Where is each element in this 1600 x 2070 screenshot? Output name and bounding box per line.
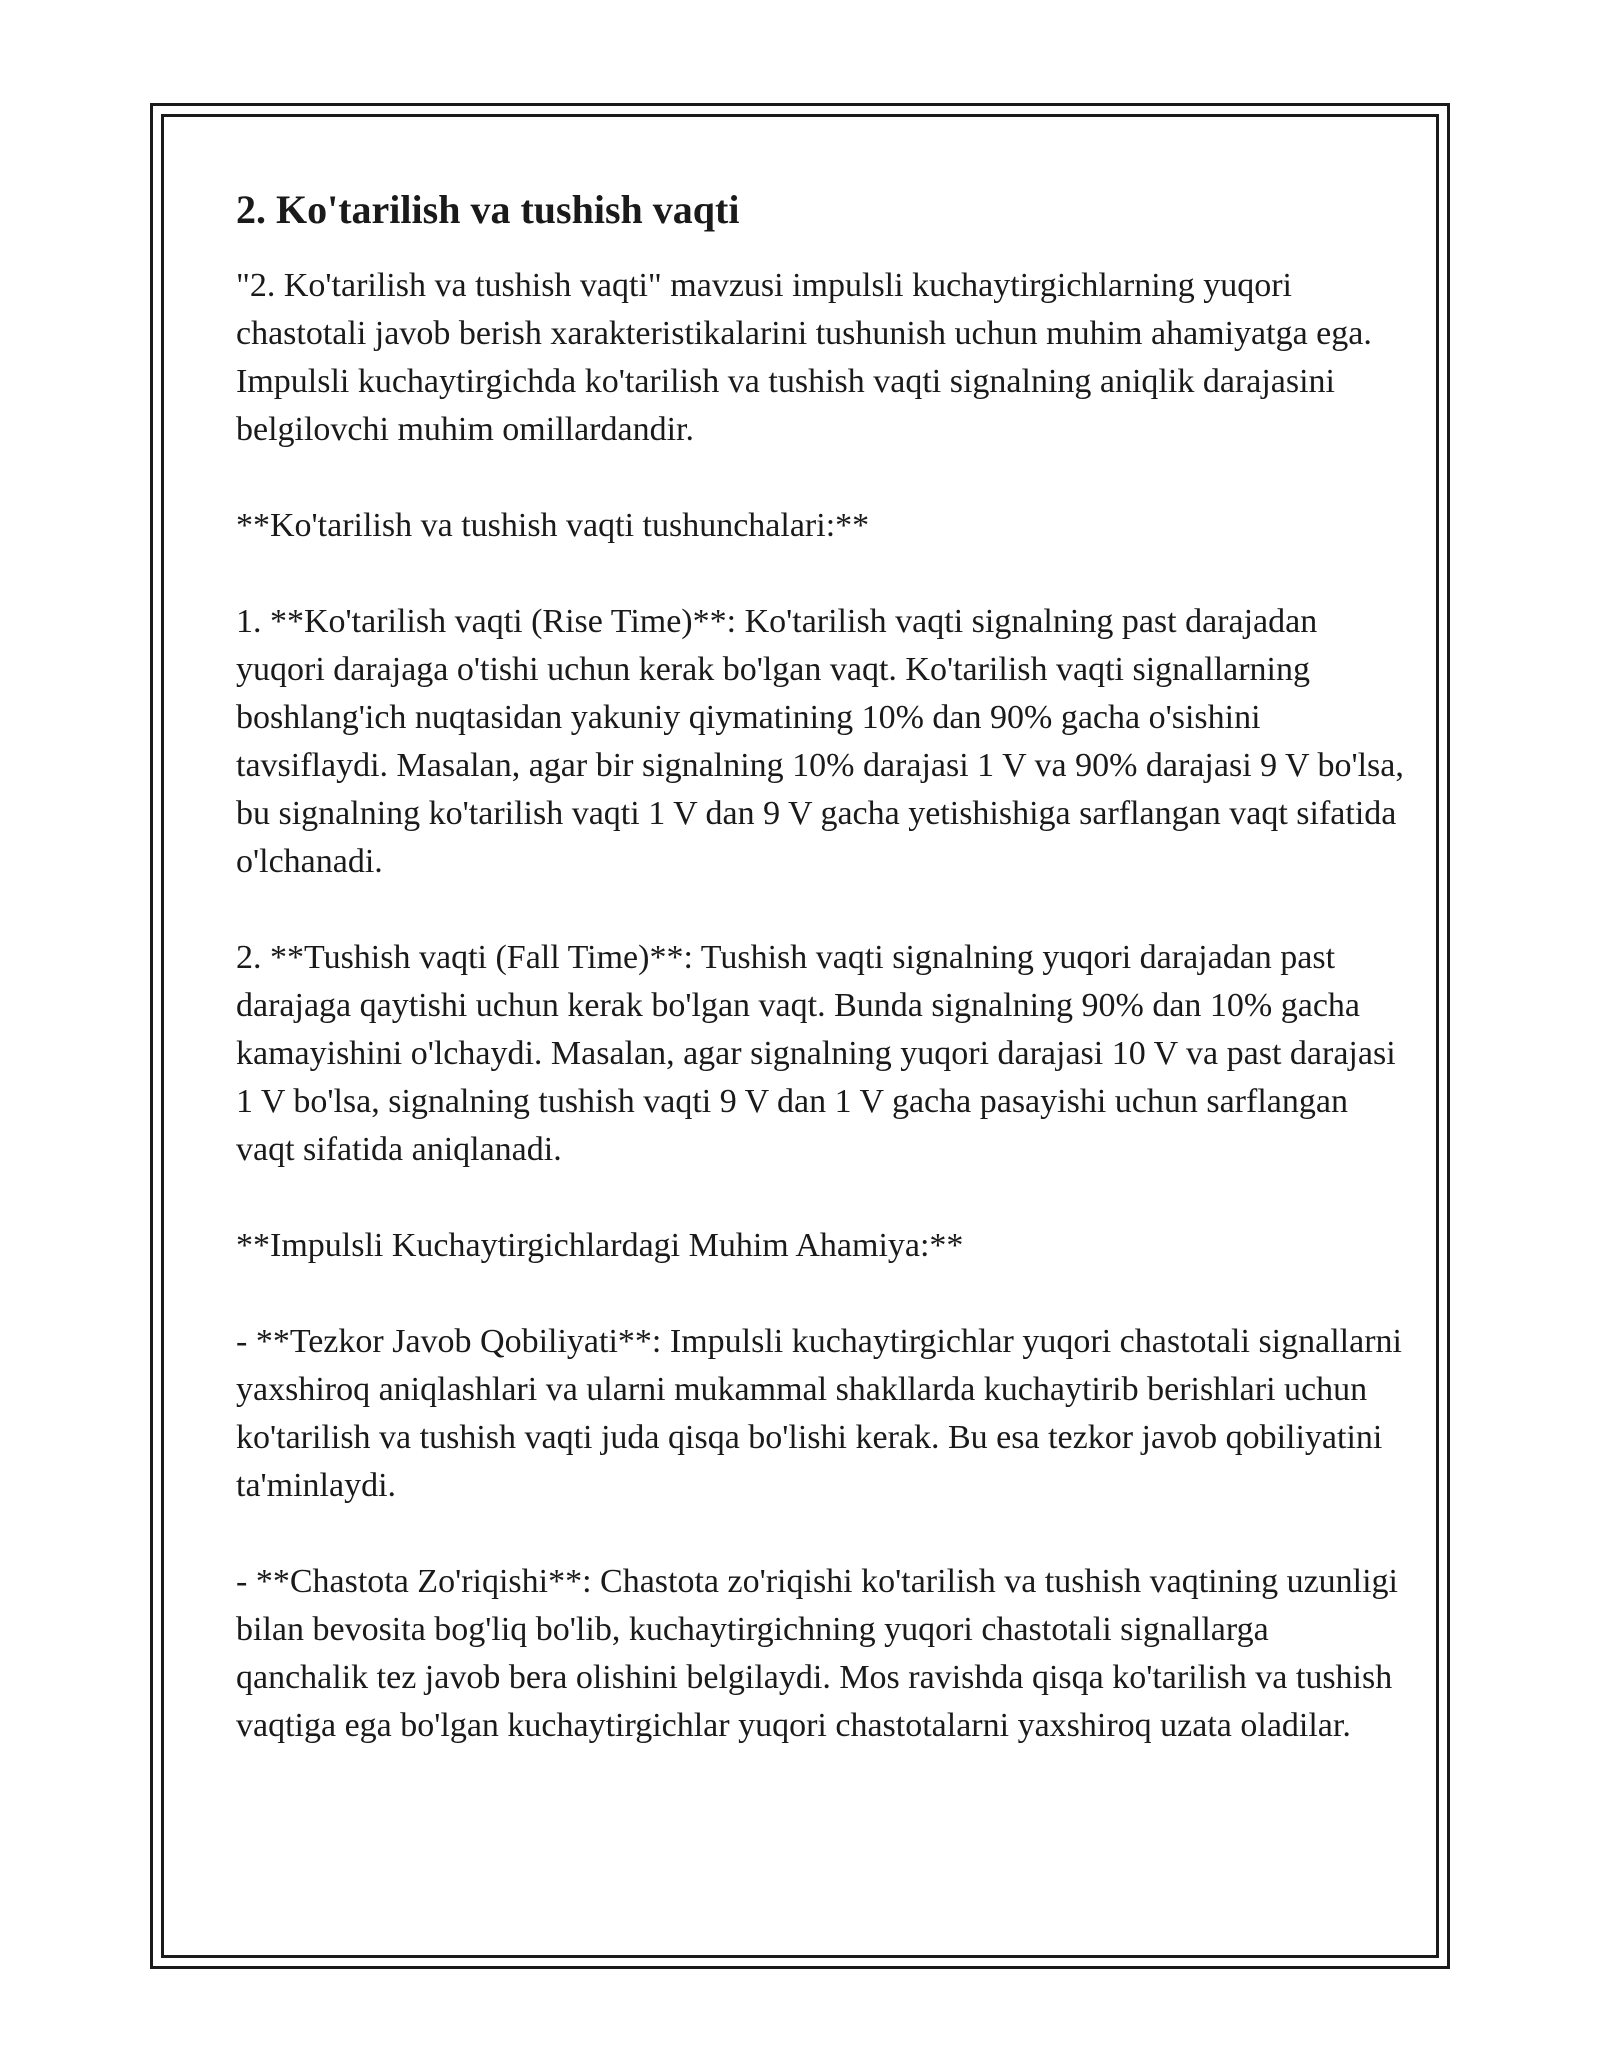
rise-time-paragraph: 1. **Ko'tarilish vaqti (Rise Time)**: Ko'tarilish vaqti signalning past darajadan yuqori darajaga o'tishi uchun kerak bo'lgan vaqt. Ko'tarilish vaqti signallarning boshlang'ich nuqtasidan yakuniy qiymatining 10% dan 90% gacha o'sishini tavsiflaydi. Masalan, agar bir signalning 10% darajasi 1 V va 90% darajasi 9 V bo'lsa, bu signalning ko'tarilish vaqti 1 V dan 9 V gacha yetishishiga sarflangan vaqt sifatida o'lchanadi. [236,603,1404,880]
fall-time-paragraph: 2. **Tushish vaqti (Fall Time)**: Tushish vaqti signalning yuqori darajadan past darajaga qaytishi uchun kerak bo'lgan vaqt. Bunda signalning 90% dan 10% gacha kamayishini o'lchaydi. Masalan, agar signalning yuqori darajasi 10 V va past darajasi 1 V bo'lsa, signalning tushish vaqti 9 V dan 1 V gacha pasayishi uchun sarflangan vaqt sifatida aniqlanadi. [236,939,1396,1168]
section-title: 2. Ko'tarilish va tushish vaqti [236,187,740,232]
importance-heading: **Impulsli Kuchaytirgichlardagi Muhim Ahamiya:** [236,1227,964,1264]
fast-response-paragraph: - **Tezkor Javob Qobiliyati**: Impulsli kuchaytirgichlar yuqori chastotali signallarni yaxshiroq aniqlashlari va ularni mukammal shakllarda kuchaytirib berishlari uchun ko'tarilish va tushish vaqti juda qisqa bo'lishi kerak. Bu esa tezkor javob qobiliyatini ta'minlaydi. [236,1323,1402,1504]
intro-paragraph: "2. Ko'tarilish va tushish vaqti" mavzusi impulsli kuchaytirgichlarning yuqori chastotali javob berish xarakteristikalarini tushunish uchun muhim ahamiyatga ega. Impulsli kuchaytirgichda ko'tarilish va tushish vaqti signalning aniqlik darajasini belgilovchi muhim omillardandir. [236,267,1372,448]
concepts-heading: **Ko'tarilish va tushish vaqti tushunchalari:** [236,507,870,544]
document-body [236,186,1406,1798]
frequency-paragraph: - **Chastota Zo'riqishi**: Chastota zo'riqishi ko'tarilish va tushish vaqtining uzunligi bilan bevosita bog'liq bo'lib, kuchaytirgichning yuqori chastotali signallarga qanchalik tez javob bera olishini belgilaydi. Mos ravishda qisqa ko'tarilish va tushish vaqtiga ega bo'lgan kuchaytirgichlar yuqori chastotalarni yaxshiroq uzata oladilar. [236,1563,1398,1744]
